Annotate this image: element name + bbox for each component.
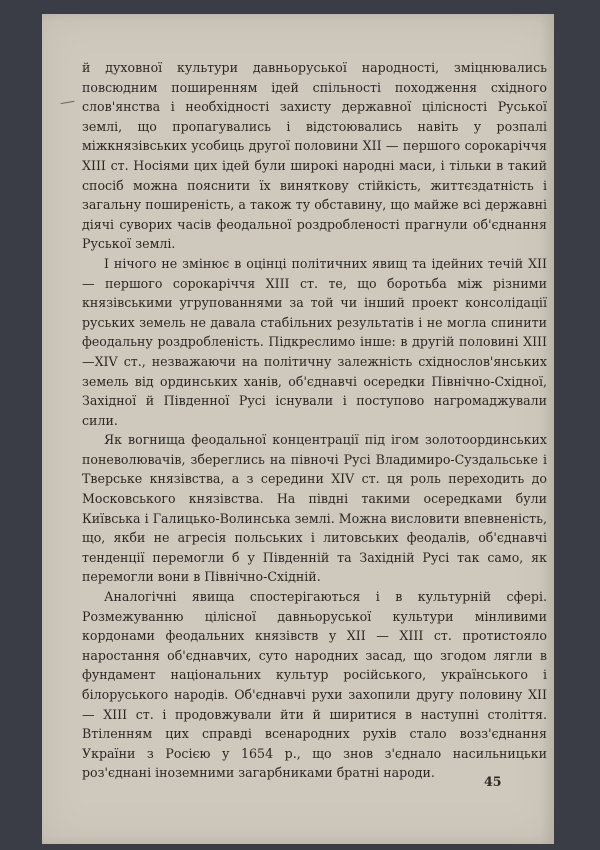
paragraph-2: І нічого не змінює в оцінці політичних явищ та ідейних течій XII — першого сорокаріччя XIII ст. те, що боротьба між різними князівськими угрупованнями за той чи інший проект консолідації руських земель не давала стабільних результатів і не могла спинити феодальну роздробленість. Підкреслимо інше: в другій половині XIII—XIV ст., незважаючи на політичну залежність східнослов'янських земель від ординських ханів, об'єднавчі осередки Північно-Східної, Західної й Південної Русі існували і поступово нагромаджували сили. xyxy=(82,255,547,428)
paragraph-3: Як вогнища феодальної концентрації під ігом золотоординських поневолювачів, збереглись на півночі Русі Владимиро-Суздальське і Тверське князівства, а з середини XIV ст. ця роль переходить до Московського князівства. На півдні такими осередками були Київська і Галицько-Волинська землі. Можна висловити впевненість, що, якби не агресія польських і литовських феодалів, об'єднавчі тенденції перемогли б у Південній та Західній Русі так само, як перемогли вони в Північно-Східній. xyxy=(82,432,547,585)
paragraph-1: й духовної культури давньоруської народності, зміцнювались повсюдним поширенням ідей спільності походження східного слов'янства і необхідності захисту державної цілісності Руської землі, що пропагувались і відстоювались навіть у розпалі міжкнязівських усобиць другої половини XII — першого сорокаріччя XIII ст. Носіями цих ідей були широкі народні маси, і тільки в такий спосіб можна пояснити їх виняткову стійкість, життєздатність і загальну поширеність, а також ту обставину, що майже всі державні діячі суворих часів феодальної роздробленості прагнули об'єднання Руської землі. xyxy=(82,60,547,252)
page-number: 45 xyxy=(484,774,502,789)
body-text xyxy=(82,58,547,783)
book-page xyxy=(42,14,554,844)
paragraph-4: Аналогічні явища спостерігаються і в культурній сфері. Розмежуванню цілісної давньоруської культури мінливими кордонами феодальних князівств у XII — XIII ст. протистояло наростання об'єднавчих, суто народних засад, що згодом лягли в фундамент національних культур російського, українського і білоруського народів. Об'єднавчі рухи захопили другу половину XII — XIII ст. і продовжували йти й ширитися в наступні століття. Втіленням цих справді всенародних рухів стало возз'єднання України з Росією у 1654 р., що знов з'єднало насильницьки роз'єднані іноземними загарбниками братні народи. xyxy=(82,589,547,781)
margin-pencil-mark xyxy=(59,95,74,104)
